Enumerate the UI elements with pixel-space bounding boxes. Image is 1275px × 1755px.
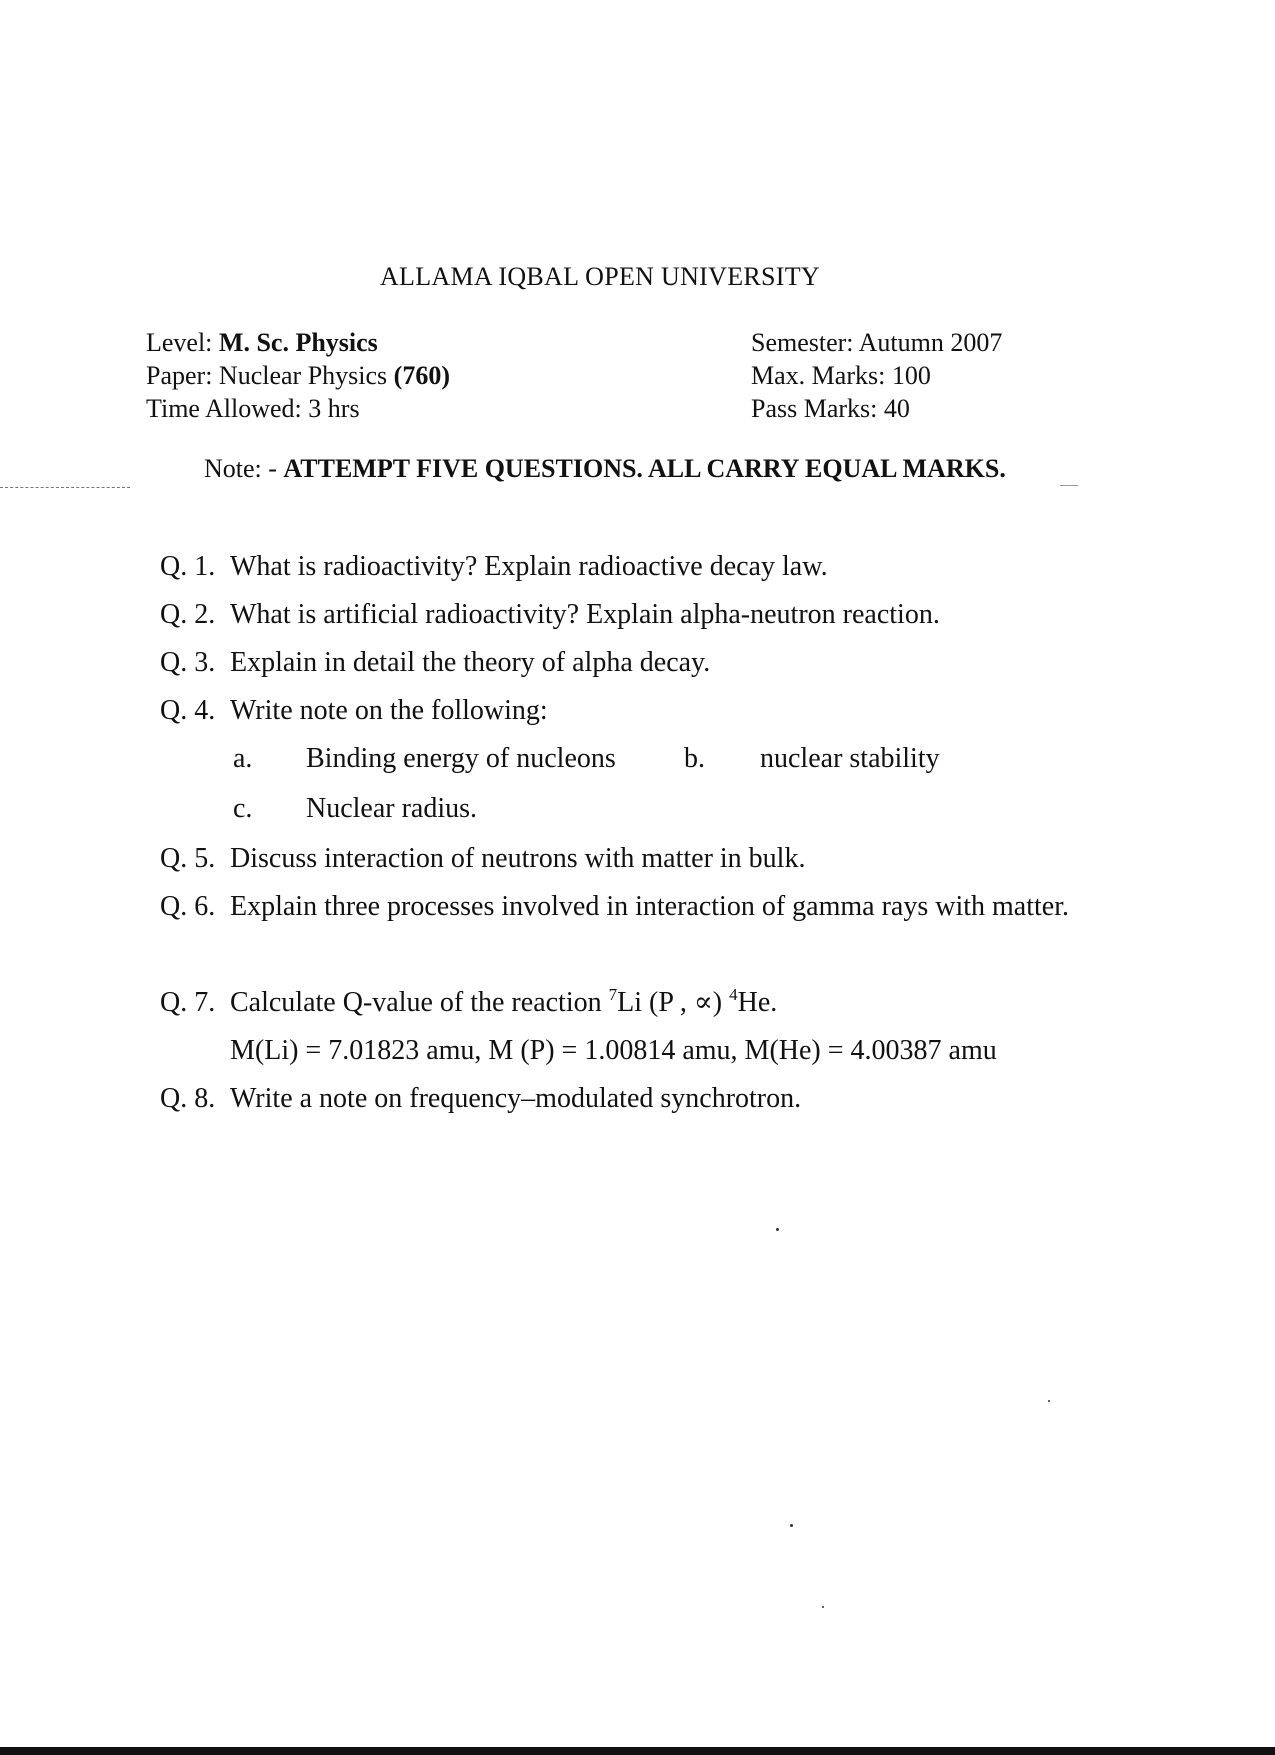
part-label: a.: [233, 743, 253, 774]
paper-code: (760): [393, 361, 450, 390]
question-text: Write note on the following:: [230, 695, 548, 726]
university-name: ALLAMA IQBAL OPEN UNIVERSITY: [379, 262, 821, 291]
part-text: Binding energy of nucleons: [306, 743, 616, 774]
question-4: [160, 693, 1220, 741]
scan-speck: [790, 1524, 793, 1527]
question-text: Write a note on frequency–modulated synchrotron.: [230, 1083, 802, 1114]
reaction-text-before: Calculate Q-value of the reaction: [230, 987, 609, 1018]
scan-speck: [776, 1228, 779, 1231]
lithium-mass-number: 7: [608, 985, 618, 1004]
helium-mass-number: 4: [729, 985, 738, 1004]
exam-meta-left: [146, 326, 450, 425]
question-text: [230, 980, 1200, 1026]
question-text: Discuss interaction of neutrons with matter in bulk.: [230, 843, 806, 874]
question-number: Q. 3.: [160, 647, 216, 678]
question-number: Q. 6.: [160, 891, 216, 922]
question-number: Q. 8.: [160, 1083, 216, 1114]
max-marks: Max. Marks: 100: [751, 361, 931, 390]
question-number: Q. 1.: [160, 551, 216, 582]
question-4-parts-row-1: [160, 741, 1220, 791]
level-value: M. Sc. Physics: [218, 328, 378, 357]
part-text: Nuclear radius.: [306, 793, 478, 824]
question-text: What is artificial radioactivity? Explain alpha-neutron reaction.: [230, 599, 940, 630]
question-1: [160, 549, 1220, 597]
question-list: [160, 549, 1220, 1129]
scan-speck: [822, 1606, 824, 1608]
question-number: Q. 4.: [160, 695, 216, 726]
question-text: What is radioactivity? Explain radioactive decay law.: [230, 551, 828, 582]
pass-marks: Pass Marks: 40: [751, 394, 910, 423]
part-label: b.: [684, 743, 705, 774]
note-instruction: ATTEMPT FIVE QUESTIONS. ALL CARRY EQUAL MARKS.: [283, 454, 1006, 483]
scan-rule-right: [1060, 485, 1078, 486]
reaction-text-after: He.: [737, 987, 778, 1018]
level-row: [146, 326, 450, 359]
question-number: Q. 5.: [160, 843, 216, 874]
question-7: [160, 985, 1220, 1081]
mass-values: M(Li) = 7.01823 amu, M (P) = 1.00814 amu, M(He) = 4.00387 amu: [230, 1035, 997, 1066]
reaction-text-mid: Li (P , ∝): [617, 987, 730, 1018]
question-text: Explain in detail the theory of alpha decay.: [230, 647, 711, 678]
question-number: Q. 7.: [160, 987, 216, 1018]
paper-label: Paper:: [146, 361, 213, 390]
question-text: Explain three processes involved in interaction of gamma rays with matter.: [230, 891, 1069, 922]
question-3: [160, 645, 1220, 693]
question-8: [160, 1081, 1220, 1129]
question-number: Q. 2.: [160, 599, 216, 630]
level-label: Level:: [146, 328, 213, 357]
question-4-parts-row-2: [160, 791, 1220, 841]
exam-meta-right: [751, 326, 1002, 425]
question-2: [160, 597, 1220, 645]
time-allowed: Time Allowed: 3 hrs: [146, 394, 360, 423]
scan-rule-left: [0, 487, 130, 488]
exam-note: [204, 454, 1006, 484]
note-label: Note: -: [204, 454, 277, 483]
scan-bottom-edge: [0, 1747, 1275, 1755]
question-6: [160, 889, 1220, 985]
part-text: nuclear stability: [760, 743, 940, 774]
semester: Semester: Autumn 2007: [751, 328, 1003, 357]
paper-row: [146, 359, 450, 392]
question-5: [160, 841, 1220, 889]
paper-value: Nuclear Physics: [218, 361, 388, 390]
scan-speck: [1048, 1400, 1050, 1402]
part-label: c.: [233, 793, 253, 824]
